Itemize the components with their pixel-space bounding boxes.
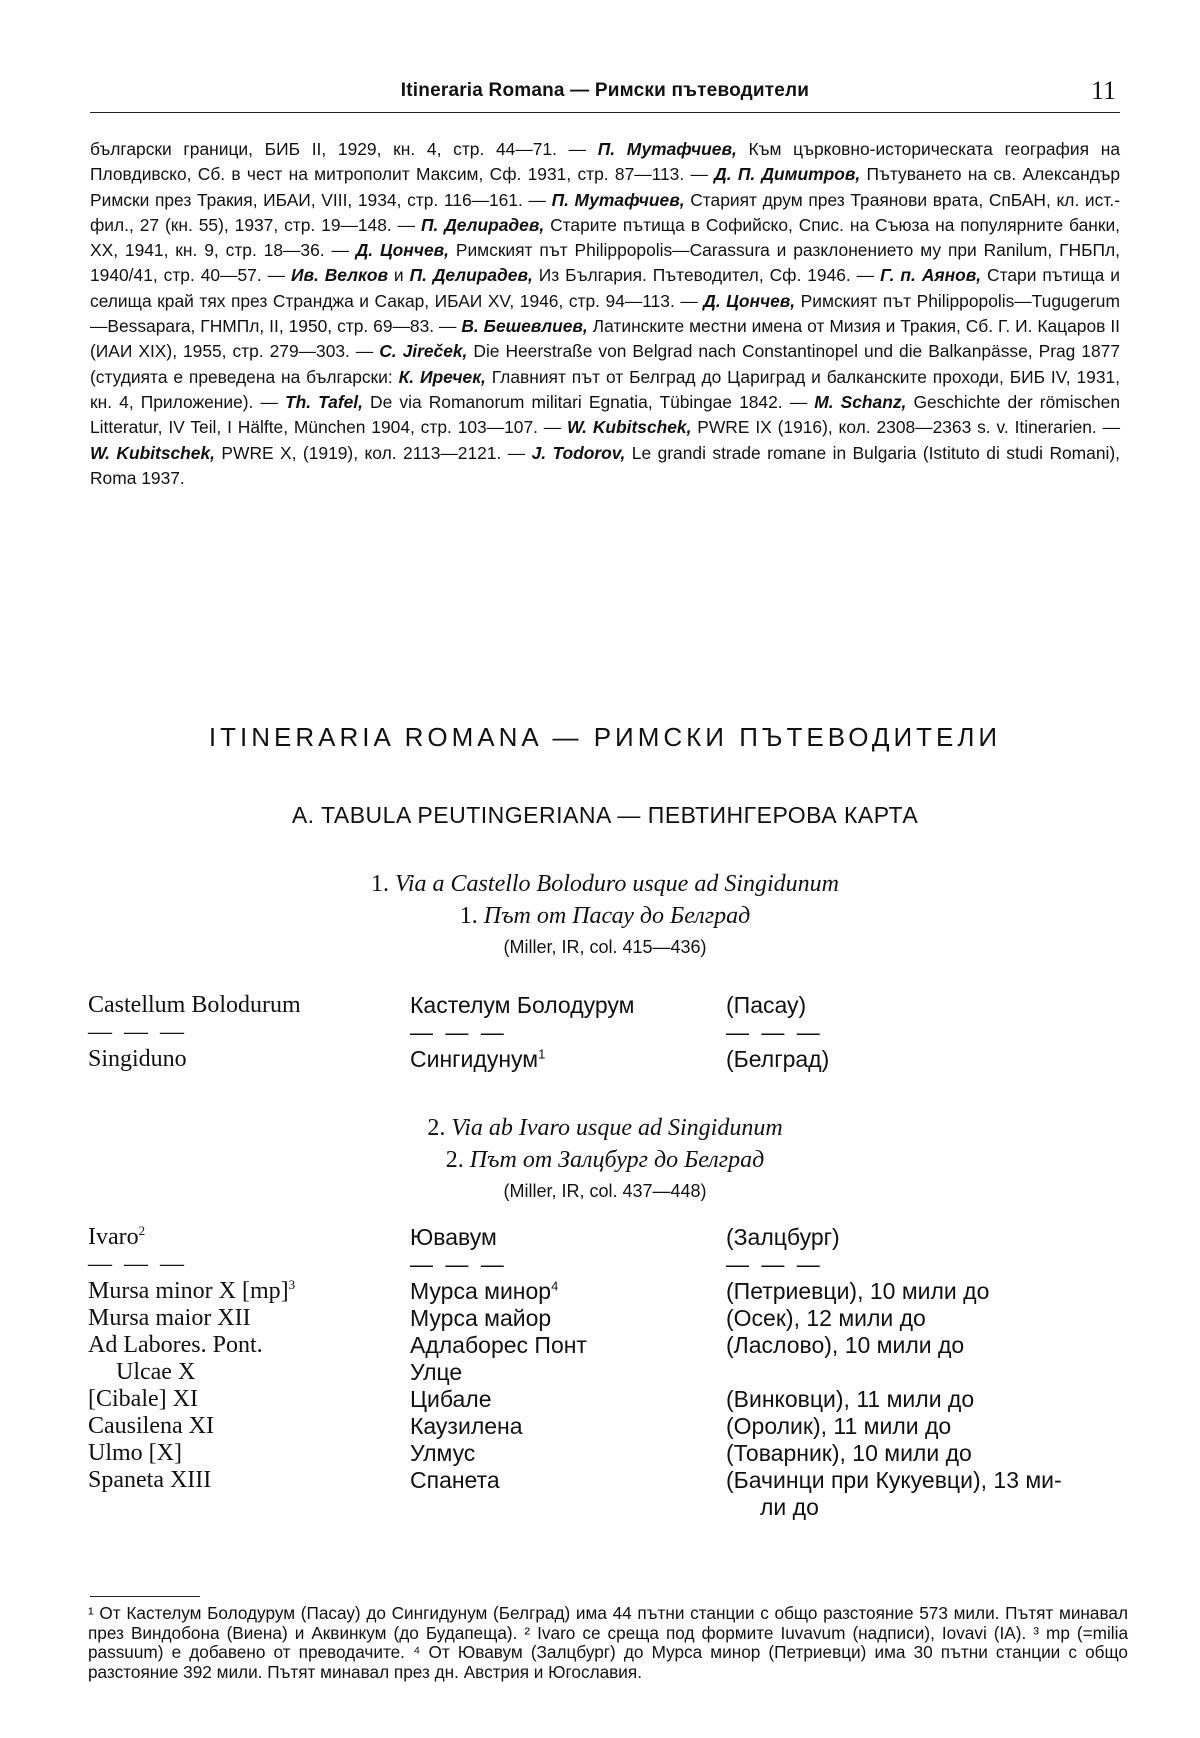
route-1-table [88,992,1128,1073]
latin-name: Mursa minor X [mp]$^3$ [88,1277,296,1304]
latin-name: Ivaro$^2$ [88,1223,146,1250]
route-2-latin-title: 2. Via ab Ivaro usque ad Singidunum [427,1115,783,1141]
station-row [88,1413,1128,1440]
bulgarian-name: Улмус [410,1440,476,1466]
route-2-table [88,1224,1128,1521]
modern-location: ли до [760,1494,819,1520]
modern-location: (Пасау) [726,992,807,1018]
station-row [88,1019,1128,1046]
bib-author: C. Jireček, [379,341,468,362]
main-heading: ITINERARIA ROMANA — РИМСКИ ПЪТЕВОДИТЕЛИ [208,722,1002,752]
latin-name: [Cibale] XI [88,1386,198,1412]
bulgarian-name: Улце [410,1359,463,1385]
bulgarian-name: Мурса майор [410,1305,552,1331]
bib-text: Римският път Philippopolis—Carassura и разклонението му при Ranilum, ГНБПл, 1940/41, стр. 40—57. — [90,240,1120,286]
bib-text: Римският път Philippopolis—Tugugerum—Bessapara, ГНМПл, II, 1950, стр. 69—83. — [90,290,1120,337]
bulgarian-name: Кастелум Болодурум [410,992,635,1018]
modern-location: (Товарник), 10 мили до [726,1440,972,1466]
bib-text: Geschichte der römischen Litteratur, IV Teil, I Hälfte, München 1904, стр. 103—107. — [90,391,1121,438]
modern-location: — — — [726,1251,823,1277]
modern-location: (Петриевци), 10 мили до [726,1278,990,1304]
footnote-marker: 2 [138,1223,146,1238]
bib-text: Латинските местни имена от Мизия и Тракия, Сб. Г. И. Кацаров II (ИАИ XIX), 1955, стр. 279—303. — [90,316,1120,362]
modern-location: (Белград) [726,1046,830,1072]
footnote-marker: 4 [551,1278,559,1294]
route-1-heading [90,868,1120,962]
modern-location: — — — [726,1019,823,1045]
bib-text: и [387,265,410,286]
bulgarian-name: Мурса минор$^4$ [410,1278,559,1304]
bib-author: W. Kubitschek, [567,417,692,438]
bib-text: Главният път от Белград до Цариград и балканските проходи, БИБ IV, 1931, кн. 4, Приложение). — [90,366,1120,412]
bib-author: Ив. Велков [290,265,388,286]
station-row [88,1305,1128,1332]
latin-name: Singiduno [88,1046,187,1072]
bib-text: Старите пътища в Софийско, Спис. на Съюза на популярните банки, XX, 1941, кн. 9, стр. 18—36. — [90,214,1121,261]
station-row [88,1278,1128,1305]
footnote-rule [90,1596,200,1597]
latin-name: Ad Labores. Pont. [88,1332,263,1358]
bib-author: П. Мутафчиев, [597,139,737,159]
station-row [88,1494,1128,1521]
bib-author: П. Мутафчиев, [551,189,685,210]
page-number: 11 [1090,76,1116,105]
bib-author: Д. П. Димитров, [714,164,861,185]
station-row [88,1332,1128,1359]
bulgarian-name: Каузилена [410,1413,523,1439]
bib-author: Г. п. Аянов, [880,265,982,286]
station-row [88,1440,1128,1467]
route-1-latin-title: 1. Via a Castello Boloduro usque ad Singidunum [371,871,839,897]
station-row [88,1251,1128,1278]
station-row [88,1467,1128,1494]
bib-text: PWRE X, (1919), кол. 2113—2121. — [214,442,532,463]
latin-name: Ulcae X [116,1359,196,1385]
bib-text: Le grandi strade romane in Bulgaria (Istituto di studi Romani), Roma 1937. [90,442,1121,488]
footnote-marker: 3 [288,1277,296,1292]
bib-author: В. Бешевлиев, [461,316,588,337]
latin-name: — — — [88,1019,187,1045]
bulgarian-name: Спанета [410,1467,500,1493]
bib-author: Д. Цончев, [703,290,796,311]
bib-text: Стари пътища и селища край тях през Странджа и Сакар, ИБАИ XV, 1946, стр. 94—113. — [90,265,1120,311]
bib-text: Die Heerstraße von Belgrad nach Constantinopel und die Balkanpässe, Prag 1877 (студията е преведена на български: [90,341,1120,387]
route-2-bulgarian-title: 2. Път от Залцбург до Белград [445,1147,765,1173]
bib-text: български граници, БИБ II, 1929, кн. 4, стр. 44—71. — [90,139,598,159]
bulgarian-name: Ювавум [410,1224,497,1250]
modern-location: (Залцбург) [726,1224,840,1250]
bib-text: Из България. Пътеводител, Сф. 1946. — [532,265,881,286]
modern-location: (Винковци), 11 мили до [726,1386,975,1412]
latin-name: — — — [88,1251,187,1277]
station-row [88,992,1128,1019]
station-row [88,1386,1128,1413]
modern-location: (Оролик), 11 мили до [726,1413,952,1439]
bulgarian-name: Сингидунум$^1$ [410,1046,546,1072]
running-header [90,72,1120,113]
latin-name: Castellum Bolodurum [88,992,301,1018]
route-1-reference: (Miller, IR, col. 415—436) [503,937,707,957]
bib-author: M. Schanz, [814,391,907,412]
latin-name: Spaneta XIII [88,1467,212,1493]
modern-location: (Ласлово), 10 мили до [726,1332,965,1358]
route-2-reference: (Miller, IR, col. 437—448) [503,1181,707,1201]
footnotes: ¹ От Кастелум Болодурум (Пасау) до Сингидунум (Белград) има 44 пътни станции с общо разстояние 573 мили. Пътят минавал през Виндобона (Виена) и Аквинкум (до Будапеща). ² Ivaro се среща под формите Iuvavum (надписи), Iovavi (IA). ³ mp (=milia passuum) е добавено от преводачите. ⁴ От Ювавум (Залцбург) до Мурса минор (Петриевци) има 30 пътни станции с общо разстояние 392 мили. Пътят минавал през дн. Австрия и Югославия. [88,1603,1128,1682]
station-row [88,1224,1128,1251]
bib-author: П. Делирадев, [409,265,533,286]
latin-name: Causilena XI [88,1413,214,1439]
bib-text: De via Romanorum militari Egnatia, Tübingae 1842. — [362,391,815,412]
station-row [88,1046,1128,1073]
bulgarian-name: — — — [410,1019,507,1045]
bib-text: PWRE IX (1916), кол. 2308—2363 s. v. Itinerarien. — [691,417,1120,438]
modern-location: (Осек), 12 мили до [726,1305,926,1331]
station-row [88,1359,1128,1386]
bib-text: Към църковно-историческата география на Пловдивско, Сб. в чест на митрополит Максим, Сф. 1931, стр. 87—113. — [90,139,1120,185]
bib-text: Пътуването на св. Александър Римски през Тракия, ИБАИ, VIII, 1934, стр. 116—161. — [90,164,1120,210]
bib-author: J. Todorov, [531,442,626,463]
bulgarian-name: — — — [410,1251,507,1277]
running-title: Itineraria Romana — Римски пътеводители [400,80,810,101]
bulgarian-name: Адлаборес Понт [410,1332,587,1358]
section-heading: A. TABULA PEUTINGERIANA — ПЕВТИНГЕРОВА КАРТА [291,802,919,828]
route-1-bulgarian-title: 1. Път от Пасау до Белград [459,903,751,929]
bibliography-paragraph [90,137,1120,491]
bib-author: W. Kubitschek, [90,442,215,463]
bib-text: Старият друм през Траянови врата, СпБАН, кл. ист.-фил., 27 (кн. 55), 1937, стр. 19—148. — [90,189,1120,235]
bib-author: Д. Цончев, [355,240,449,261]
footnote-marker: 1 [538,1046,546,1062]
route-2-heading [90,1112,1120,1206]
bulgarian-name: Цибале [410,1386,492,1412]
bib-author: П. Делирадев, [420,214,545,235]
bib-author: К. Иречек, [398,366,486,387]
modern-location: (Бачинци при Кукуевци), 13 ми- [726,1467,1062,1493]
latin-name: Mursa maior XII [88,1305,251,1331]
latin-name: Ulmo [X] [88,1440,182,1466]
bib-author: Th. Tafel, [284,391,363,412]
